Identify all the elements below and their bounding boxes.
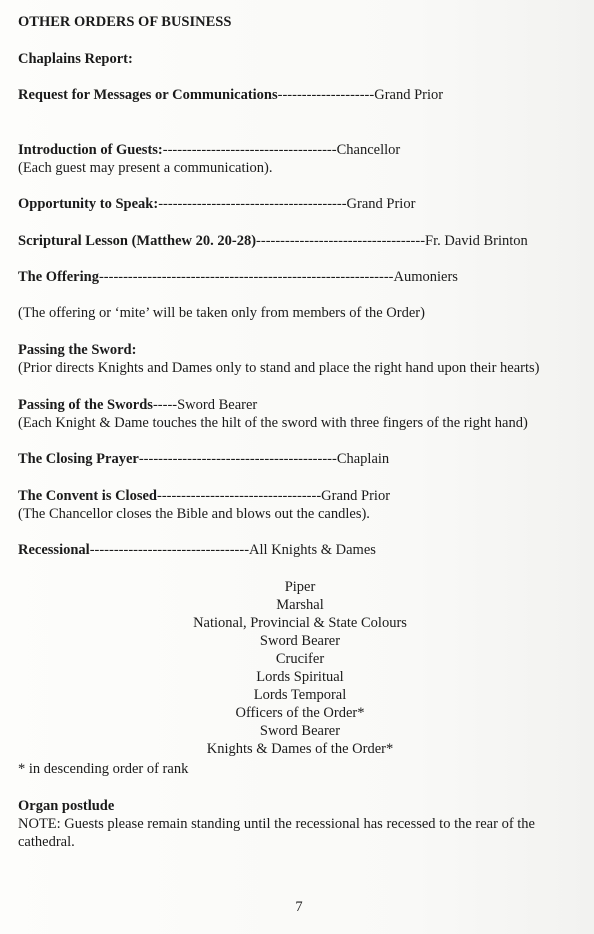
offering-line <box>18 268 458 286</box>
passing-sword-heading: Passing the Sword: <box>18 342 137 358</box>
swords-note: (Each Knight & Dame touches the hilt of the sword with three fingers of the right hand) <box>18 415 528 431</box>
closing-dashes: ----------------------------------------- <box>138 451 337 467</box>
offering-note: (The offering or ‘mite’ will be taken only from members of the Order) <box>18 305 425 321</box>
convent-note: (The Chancellor closes the Bible and blows out the candles). <box>18 506 370 522</box>
messages-line <box>18 86 443 104</box>
lesson-dashes: ----------------------------------- <box>256 233 426 249</box>
messages-label: Request for Messages or Communications <box>18 87 278 103</box>
convent-role: Grand Prior <box>321 488 391 504</box>
convent-dashes: ---------------------------------- <box>156 488 322 504</box>
section-heading: OTHER ORDERS OF BUSINESS <box>18 14 232 30</box>
procession-item: National, Provincial & State Colours <box>193 615 407 631</box>
convent-line <box>18 487 390 505</box>
lesson-line <box>18 232 528 250</box>
guests-dashes: ------------------------------------ <box>162 142 337 158</box>
procession-item: Lords Temporal <box>253 687 347 703</box>
page-number: 7 <box>295 899 303 915</box>
chaplains-report-heading: Chaplains Report: <box>18 51 133 67</box>
guests-line <box>18 141 400 159</box>
footnote: * in descending order of rank <box>18 761 189 777</box>
swords-label: Passing of the Swords <box>18 397 153 413</box>
offering-label: The Offering <box>18 269 99 285</box>
procession-item: Lords Spiritual <box>256 669 344 685</box>
messages-role: Grand Prior <box>374 87 444 103</box>
convent-label: The Convent is Closed <box>18 488 157 504</box>
speak-label: Opportunity to Speak: <box>18 196 159 212</box>
procession-item: Officers of the Order* <box>235 705 365 721</box>
guests-label: Introduction of Guests: <box>18 142 163 158</box>
swords-role: Sword Bearer <box>177 397 258 413</box>
recessional-label: Recessional <box>18 542 90 558</box>
offering-role: Aumoniers <box>393 269 458 285</box>
procession-item: Crucifer <box>275 651 325 667</box>
procession-item: Sword Bearer <box>259 723 341 739</box>
procession-list <box>0 578 594 758</box>
swords-line <box>18 396 257 414</box>
speak-line <box>18 195 415 213</box>
procession-item: Marshal <box>276 597 324 613</box>
organ-postlude-heading: Organ postlude <box>18 798 115 814</box>
closing-label: The Closing Prayer <box>18 451 139 467</box>
procession-item: Piper <box>284 579 316 595</box>
lesson-label: Scriptural Lesson (Matthew 20. 20-28) <box>18 233 257 249</box>
closing-role: Chaplain <box>336 451 390 467</box>
closing-line <box>18 450 389 468</box>
procession-item: Knights & Dames of the Order* <box>206 741 394 757</box>
procession-item: Sword Bearer <box>259 633 341 649</box>
lesson-role: Fr. David Brinton <box>425 233 528 249</box>
messages-dashes: -------------------- <box>277 87 375 103</box>
recessional-role: All Knights & Dames <box>249 542 376 558</box>
speak-role: Grand Prior <box>346 196 416 212</box>
guests-role: Chancellor <box>336 142 401 158</box>
postlude-note-line2: cathedral. <box>18 834 75 850</box>
postlude-note-line1: NOTE: Guests please remain standing until the recessional has recessed to the rear of the <box>18 816 535 832</box>
recessional-dashes: --------------------------------- <box>89 542 250 558</box>
speak-dashes: --------------------------------------- <box>158 196 347 212</box>
offering-dashes: ------------------------------------------------------------- <box>98 269 394 285</box>
swords-dashes: ----- <box>152 397 178 413</box>
guests-note: (Each guest may present a communication). <box>18 160 273 176</box>
recessional-line <box>18 541 376 559</box>
passing-sword-note: (Prior directs Knights and Dames only to stand and place the right hand upon their hearts) <box>18 360 540 376</box>
